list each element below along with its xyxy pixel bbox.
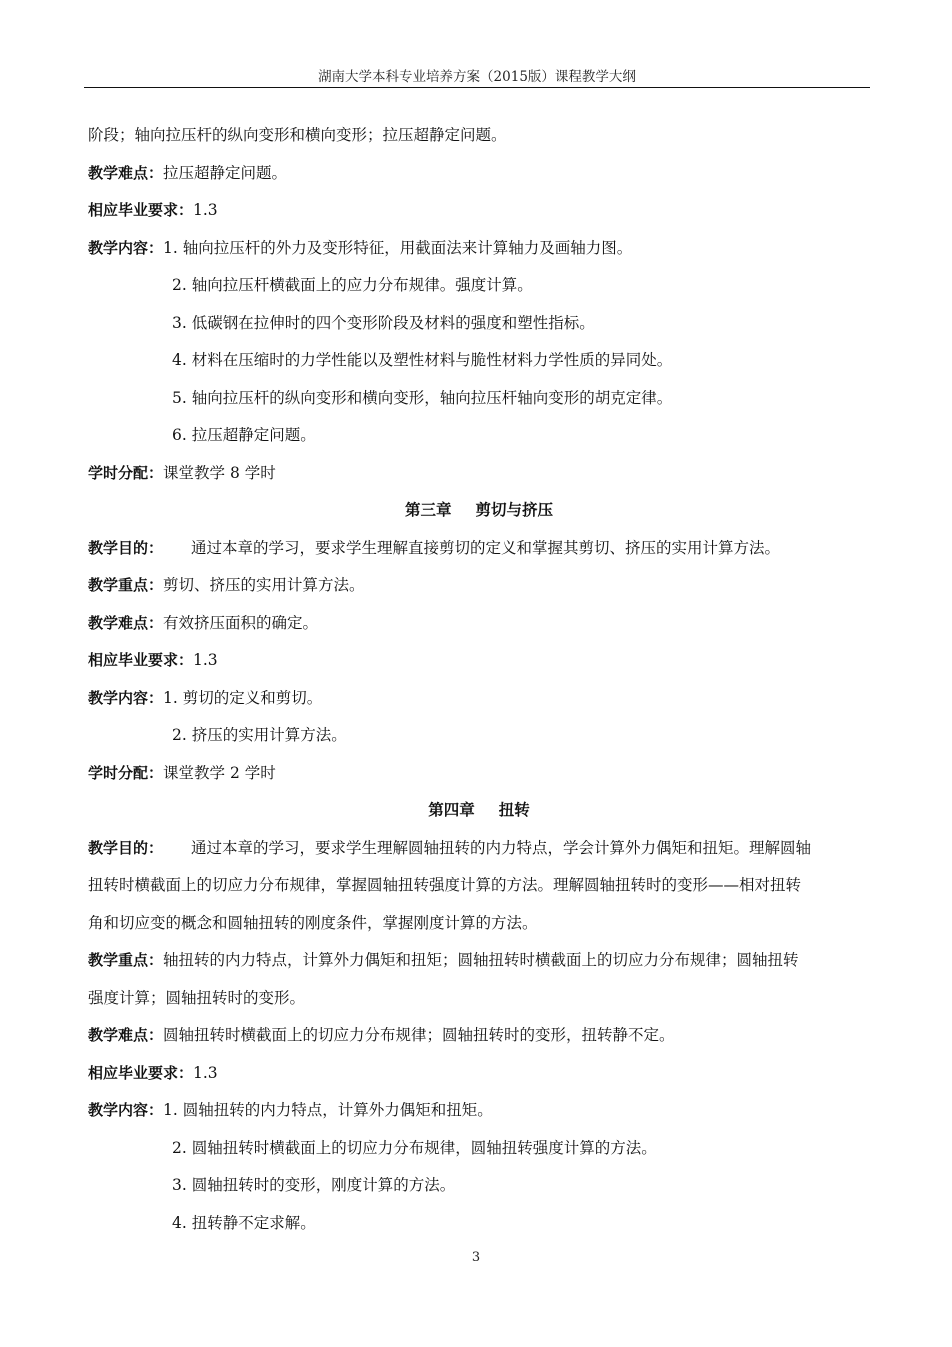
ch4-purpose-cont: 角和切应变的概念和圆轴扭转的刚度条件，掌握刚度计算的方法。: [88, 913, 538, 932]
prev-grad-req-value: 1.3: [193, 201, 218, 219]
ch4-difficulties-text: 圆轴扭转时横截面上的切应力分布规律；圆轴扭转时的变形，扭转静不定。: [163, 1026, 675, 1044]
ch4-content-item: 2. 圆轴扭转时横截面上的切应力分布规律，圆轴扭转强度计算的方法。: [172, 1138, 657, 1157]
ch4-difficulties: [88, 1017, 870, 1055]
ch4-content-item-text: 1. 圆轴扭转的内力特点，计算外力偶矩和扭矩。: [163, 1101, 493, 1119]
ch4-key-points: [88, 942, 870, 980]
label-difficulties: 教学难点：: [88, 1026, 164, 1044]
label-difficulties: 教学难点：: [88, 163, 164, 182]
label-grad-req: 相应毕业要求：: [88, 201, 194, 219]
prev-content-item: 3. 低碳钢在拉伸时的四个变形阶段及材料的强度和塑性指标。: [172, 313, 595, 332]
continuation-line: 阶段；轴向拉压杆的纵向变形和横向变形；拉压超静定问题。: [88, 126, 507, 144]
ch3-key-points-text: 剪切、挤压的实用计算方法。: [163, 576, 365, 594]
ch3-purpose-text: 通过本章的学习，要求学生理解直接剪切的定义和掌握其剪切、挤压的实用计算方法。: [191, 538, 781, 557]
ch4-content-item: [88, 1092, 870, 1130]
chapter-3-heading: [88, 492, 870, 530]
chapter-4-title: 扭转: [498, 801, 530, 819]
label-hours: 学时分配：: [88, 463, 164, 482]
ch3-content-item: 2. 挤压的实用计算方法。: [172, 726, 347, 744]
label-content: 教学内容：: [88, 1101, 164, 1119]
ch4-purpose-text: 通过本章的学习，要求学生理解圆轴扭转的内力特点，学会计算外力偶矩和扭矩。理解圆轴: [191, 838, 812, 857]
document-body: [88, 117, 870, 1242]
page-header: 湖南大学本科专业培养方案（2015版）课程教学大纲: [318, 69, 636, 85]
prev-hours-text: 课堂教学 8 学时: [163, 463, 276, 482]
prev-content-item: 4. 材料在压缩时的力学性能以及塑性材料与脆性材料力学性质的异同处。: [172, 351, 673, 369]
ch4-key-points-text: 轴扭转的内力特点，计算外力偶矩和扭矩；圆轴扭转时横截面上的切应力分布规律；圆轴扭转: [163, 951, 799, 969]
ch3-grad-req: [88, 642, 870, 680]
chapter-3-number: 第三章: [404, 501, 452, 519]
label-key-points: 教学重点：: [88, 951, 164, 969]
ch3-key-points: [88, 567, 870, 605]
label-purpose: 教学目的：: [88, 838, 164, 857]
chapter-3-title: 剪切与挤压: [475, 501, 554, 519]
prev-content-item: 5. 轴向拉压杆的纵向变形和横向变形，轴向拉压杆轴向变形的胡克定律。: [172, 388, 673, 407]
ch4-key-points-cont: 强度计算；圆轴扭转时的变形。: [88, 988, 306, 1007]
label-hours: 学时分配：: [88, 763, 164, 782]
ch3-purpose: [88, 530, 870, 568]
ch4-content-item: 4. 扭转静不定求解。: [172, 1213, 316, 1232]
ch3-content-item: [88, 680, 870, 718]
ch3-content-item-text: 1. 剪切的定义和剪切。: [163, 688, 323, 707]
ch3-grad-req-value: 1.3: [193, 651, 218, 669]
prev-content-item: [88, 230, 870, 268]
label-grad-req: 相应毕业要求：: [88, 651, 194, 669]
prev-hours: [88, 455, 870, 493]
prev-difficulties: [88, 155, 870, 193]
label-purpose: 教学目的：: [88, 538, 164, 557]
ch3-hours-text: 课堂教学 2 学时: [163, 763, 276, 782]
header-rule: [84, 87, 870, 88]
label-content: 教学内容：: [88, 688, 164, 707]
ch3-difficulties: [88, 605, 870, 643]
label-difficulties: 教学难点：: [88, 613, 164, 632]
ch4-purpose: [88, 830, 870, 868]
chapter-4-heading: [88, 792, 870, 830]
ch3-difficulties-text: 有效挤压面积的确定。: [163, 613, 319, 632]
ch4-content-item: 3. 圆轴扭转时的变形，刚度计算的方法。: [172, 1176, 456, 1194]
page-number: 3: [471, 1250, 481, 1265]
label-grad-req: 相应毕业要求：: [88, 1063, 194, 1082]
ch4-grad-req: [88, 1055, 870, 1093]
prev-difficulties-text: 拉压超静定问题。: [163, 163, 288, 182]
chapter-4-number: 第四章: [428, 801, 475, 819]
prev-content-item: 6. 拉压超静定问题。: [172, 426, 316, 444]
label-content: 教学内容：: [88, 238, 164, 257]
ch4-purpose-cont: 扭转时横截面上的切应力分布规律，掌握圆轴扭转强度计算的方法。理解圆轴扭转时的变形——相对扭转: [88, 876, 802, 894]
label-key-points: 教学重点：: [88, 576, 164, 594]
prev-content-item: 2. 轴向拉压杆横截面上的应力分布规律。强度计算。: [172, 276, 533, 294]
ch3-hours: [88, 755, 870, 793]
prev-content-item-text: 1. 轴向拉压杆的外力及变形特征，用截面法来计算轴力及画轴力图。: [163, 238, 633, 257]
ch4-grad-req-value: 1.3: [193, 1063, 218, 1082]
prev-grad-req: [88, 192, 870, 230]
